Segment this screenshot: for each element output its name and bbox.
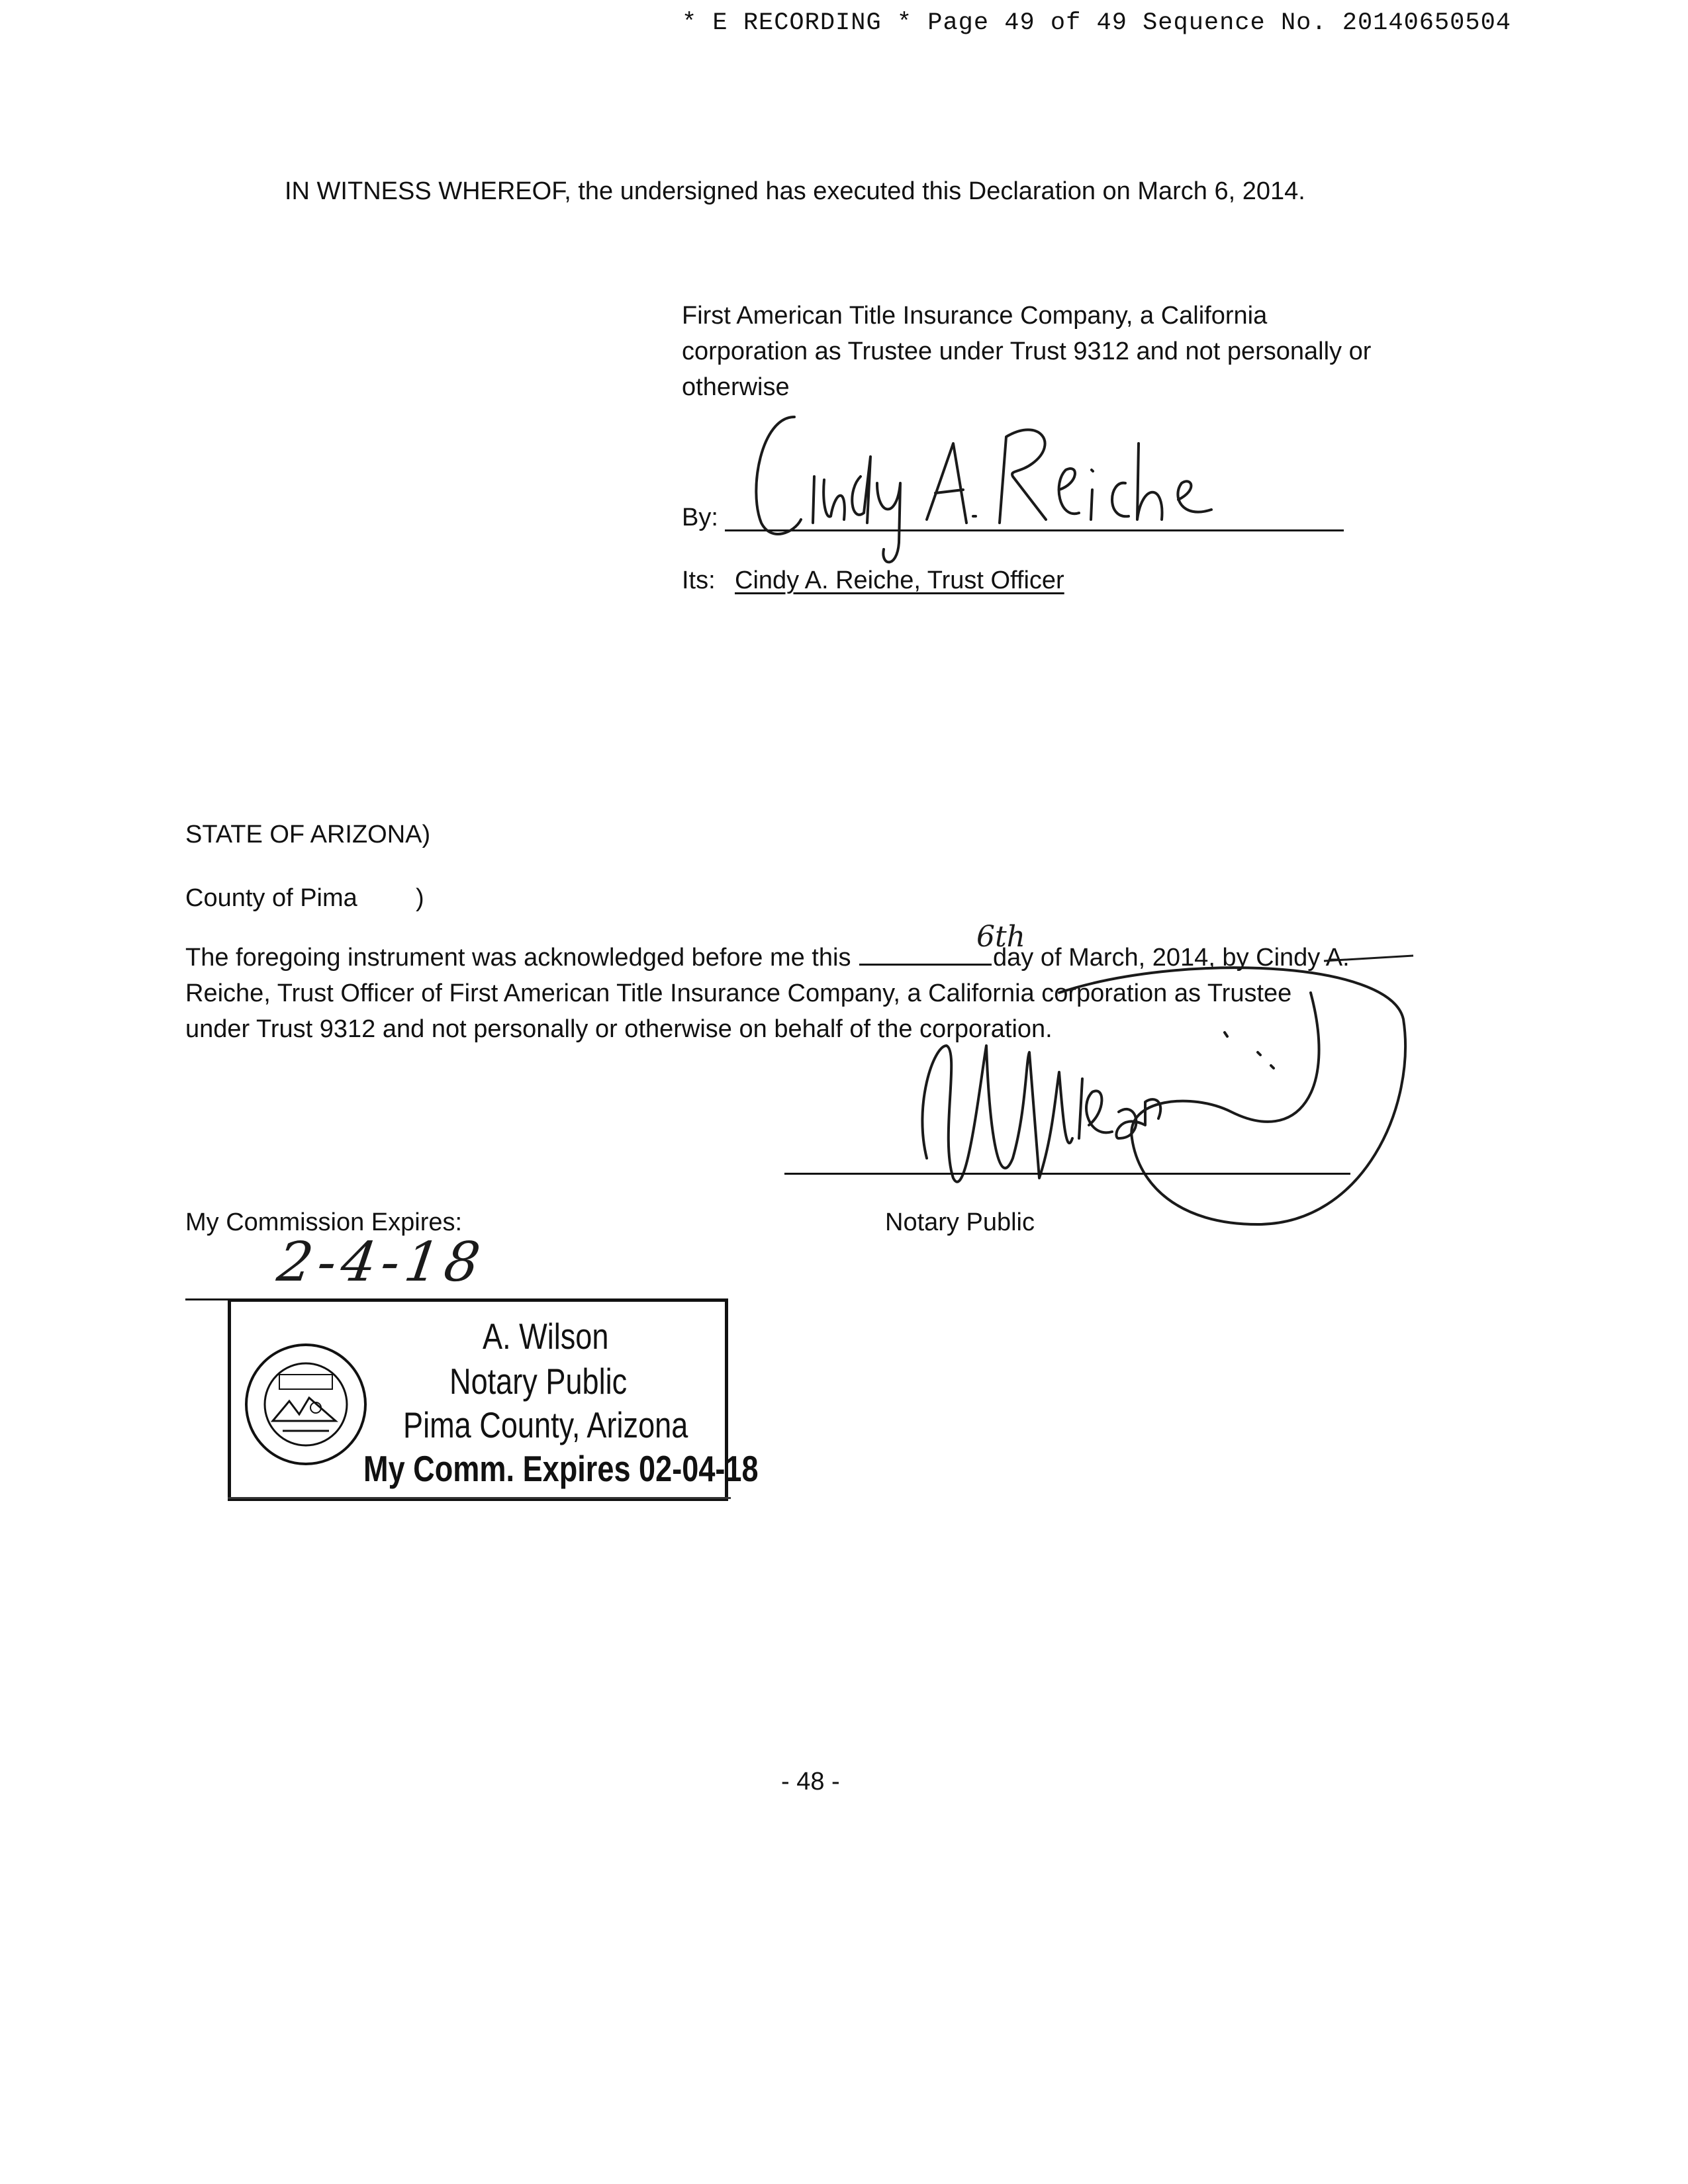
witness-clause: IN WITNESS WHEREOF, the undersigned has executed this Declaration on March 6, 2014.	[285, 177, 1305, 205]
stamp-shadow-line	[228, 1497, 731, 1499]
by-label: By:	[682, 504, 718, 531]
company-line: First American Title Insurance Company, a California	[682, 302, 1268, 330]
notary-signature-line	[784, 1173, 1350, 1175]
venue-state: STATE OF ARIZONA)	[185, 821, 431, 848]
its-value: Cindy A. Reiche, Trust Officer	[735, 567, 1064, 594]
ack-line-1-after: day of March, 2014, by Cindy A.	[993, 944, 1350, 972]
venue-county: County of Pima	[185, 884, 357, 912]
stamp-name: A. Wilson	[483, 1316, 609, 1357]
arizona-seal-icon	[243, 1342, 369, 1467]
ack-line-1-before: The foregoing instrument was acknowledged before me this	[185, 944, 851, 972]
notary-stamp	[228, 1298, 759, 1501]
trustee-signature	[748, 390, 1211, 576]
stamp-expiry: My Comm. Expires 02-04-18	[363, 1448, 759, 1489]
company-line: otherwise	[682, 373, 790, 401]
company-line: corporation as Trustee under Trust 9312 and not personally or	[682, 338, 1372, 365]
page-number: - 48 -	[781, 1768, 840, 1796]
signatory-company	[682, 298, 1371, 405]
ack-line-2: Reiche, Trust Officer of First American Title Insurance Company, a California corporation as Trustee	[185, 979, 1292, 1007]
ack-line-3: under Trust 9312 and not personally or otherwise on behalf of the corporation.	[185, 1015, 1053, 1043]
commission-date-handwritten: 2-4-18	[273, 1231, 489, 1294]
handwritten-day: 6th	[976, 920, 1026, 954]
recording-header: * E RECORDING * Page 49 of 49 Sequence No. 20140650504	[682, 9, 1511, 37]
stamp-county: Pima County, Arizona	[403, 1404, 688, 1445]
notary-label: Notary Public	[885, 1208, 1035, 1236]
commission-label: My Commission Expires:	[185, 1208, 463, 1236]
notary-signature	[914, 940, 1456, 1244]
its-label: Its:	[682, 567, 716, 594]
stamp-title: Notary Public	[449, 1361, 628, 1402]
venue-county-paren: )	[416, 884, 424, 912]
